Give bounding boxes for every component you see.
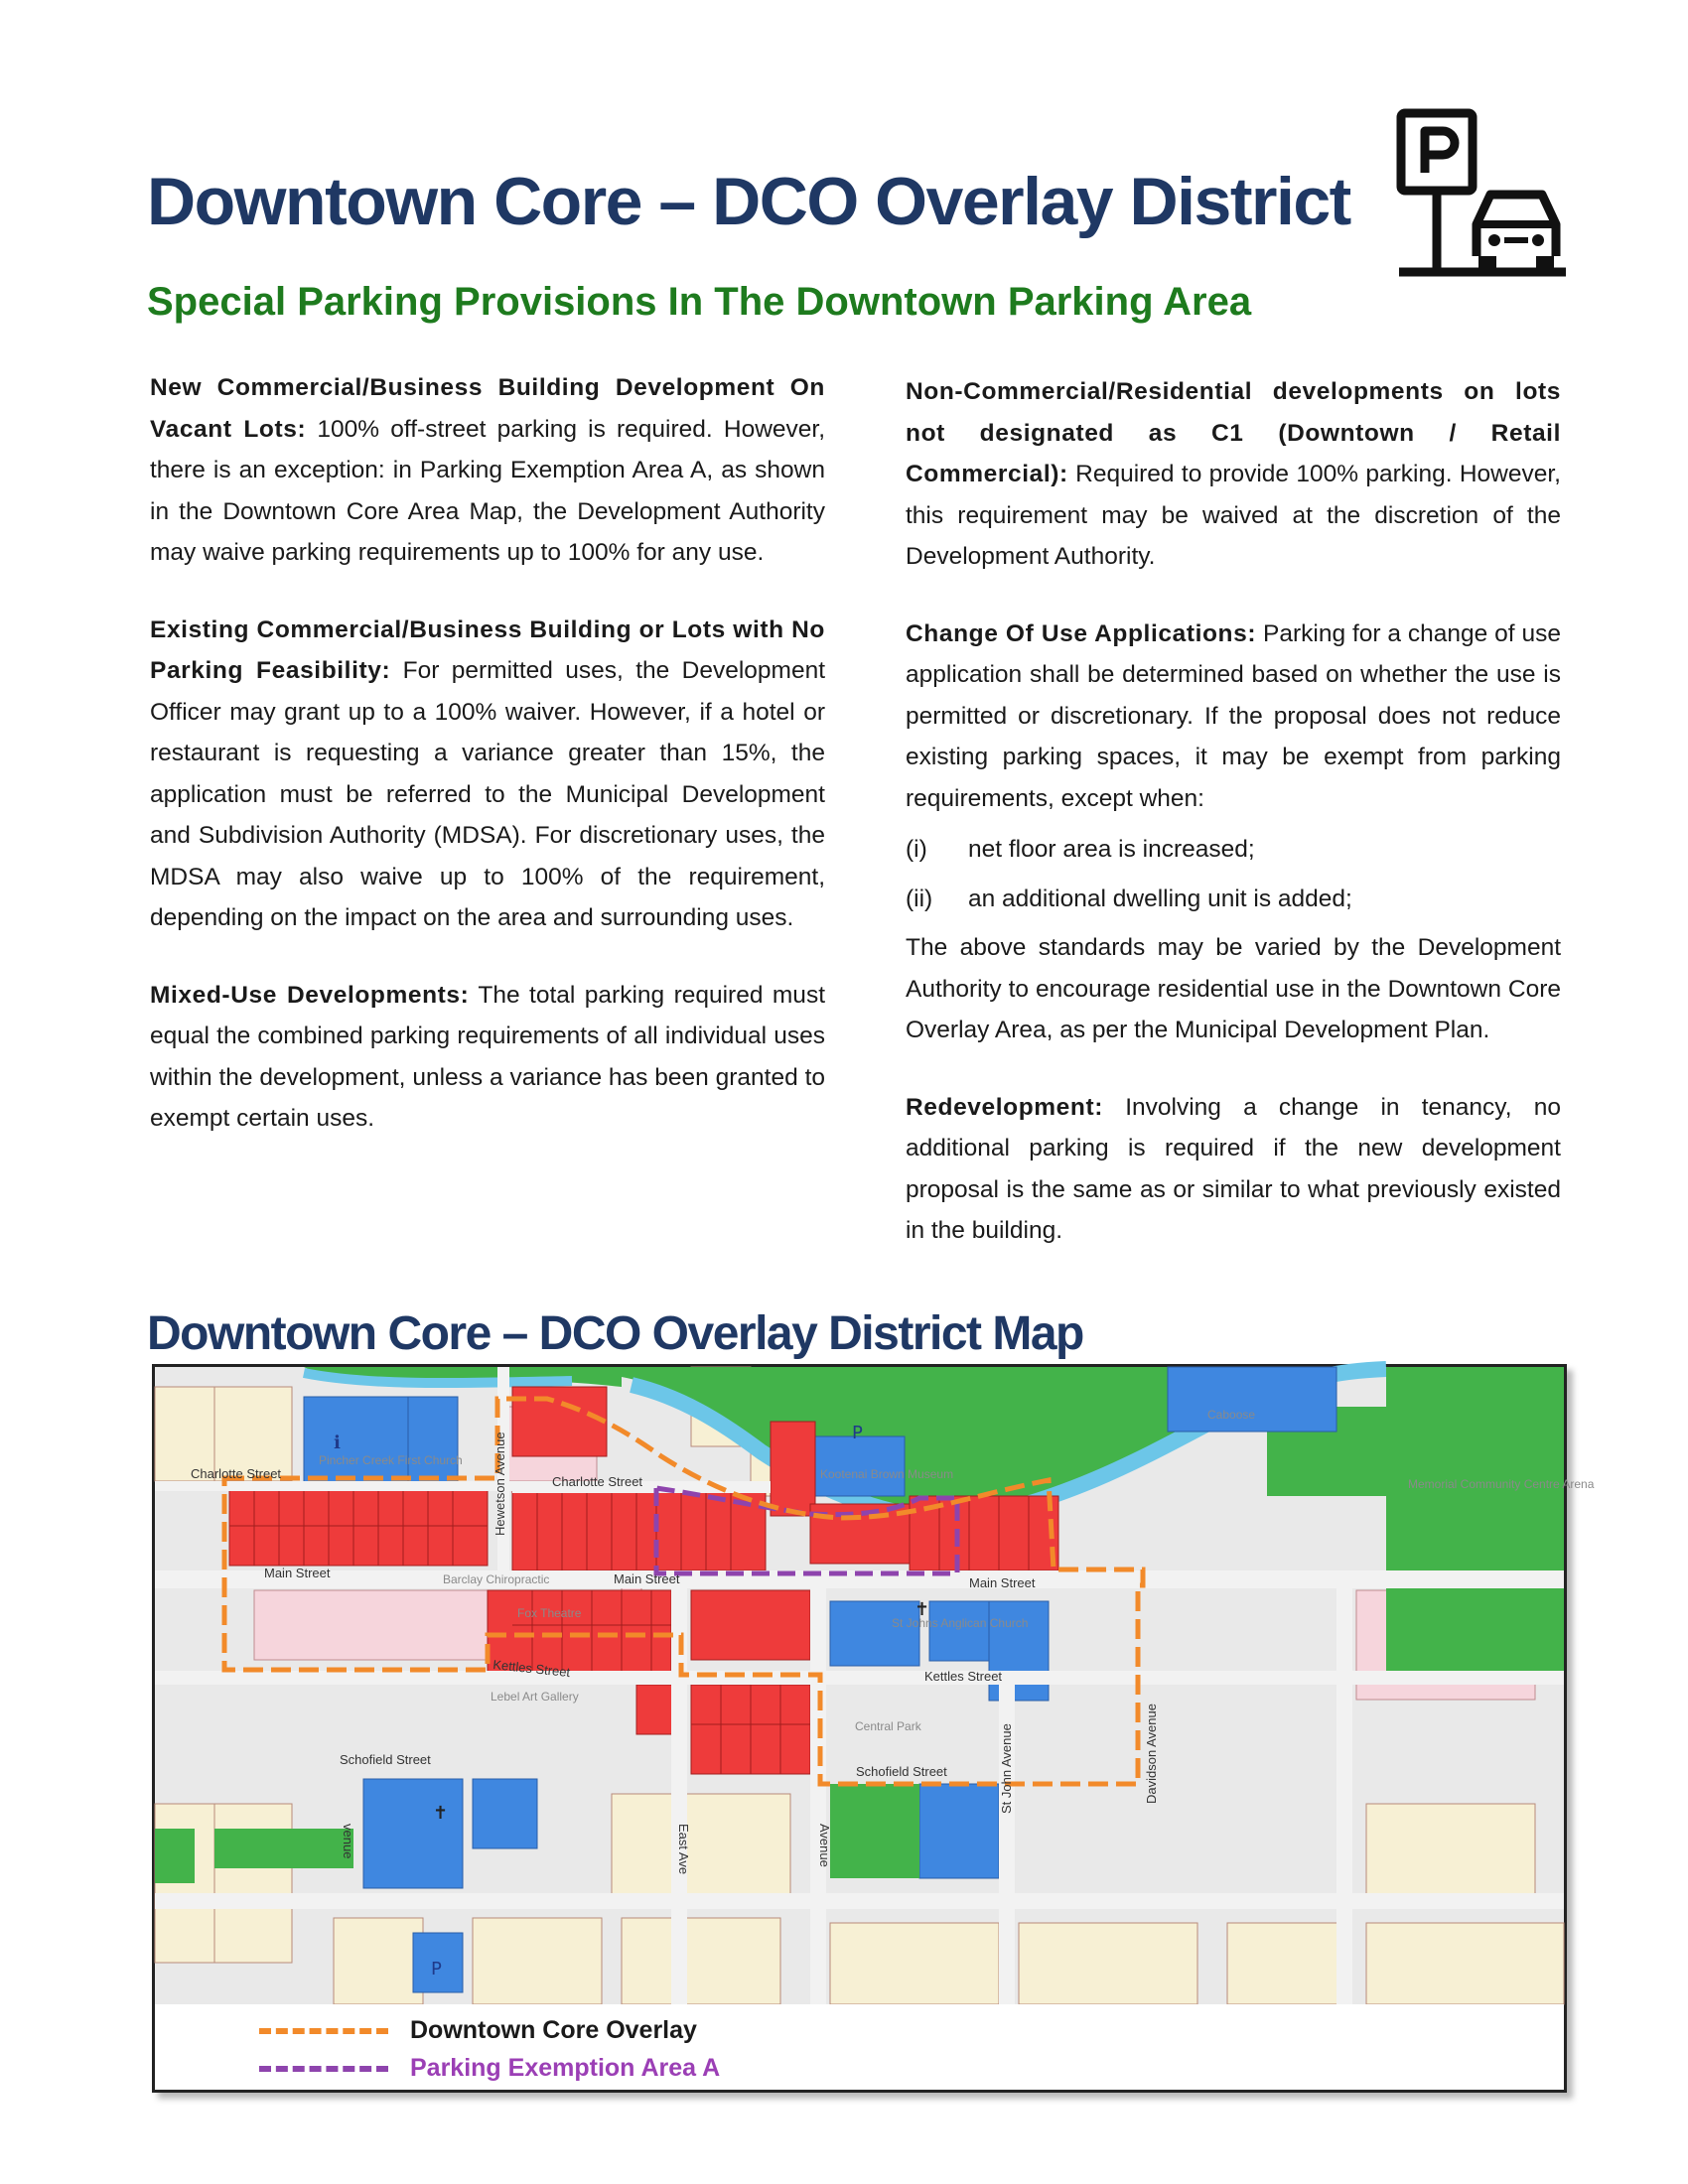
street-label-schofield-west: Schofield Street <box>340 1752 431 1767</box>
street-label-main-east: Main Street <box>969 1575 1036 1590</box>
map-legend <box>155 2004 1564 2090</box>
text-standards: The above standards may be varied by the Development Authority to encourage residential use in the Downtown Core Overlay Area, as per the Municipal Development Plan. <box>906 934 1561 1043</box>
street-label-kettles-west: Kettles Street <box>492 1657 571 1681</box>
legend-exemption-label: Parking Exemption Area A <box>410 2054 721 2082</box>
list-item-text: an additional dwelling unit is added; <box>968 885 1352 912</box>
text-redevelopment: Involving a change in tenancy, no additional parking is required if the new development proposal is the same as or similar to what previously existed in the building. <box>906 1093 1561 1244</box>
heading-existing-commercial: Existing Commercial/Business Building or Lots with No Parking Feasibility: <box>150 615 825 684</box>
parking-map-icon: P <box>431 1959 442 1979</box>
paragraph-non-commercial <box>906 371 1561 578</box>
list-item-number: (ii) <box>906 885 933 912</box>
list-item-text: net floor area is increased; <box>968 836 1255 863</box>
map-title: Downtown Core – DCO Overlay District Map <box>147 1307 1083 1360</box>
paragraph-mixed-use <box>150 975 825 1140</box>
street-label-charlotte: Charlotte Street <box>552 1474 643 1489</box>
legend-overlay-label: Downtown Core Overlay <box>410 2016 697 2044</box>
map-canvas <box>155 1367 1595 2004</box>
place-label-central-park: Central Park <box>855 1719 921 1733</box>
parking-map-icon: P <box>852 1423 863 1443</box>
street-label-avenue-a: Avenue <box>817 1824 832 1867</box>
street-label-main-center: Main Street <box>614 1571 680 1586</box>
place-label-barclay: Barclay Chiropractic <box>443 1572 550 1586</box>
legend-exemption <box>259 2054 720 2083</box>
heading-non-commercial: Non-Commercial/Residential developments on lots not designated as C1 (Downtown / Retail Commercial): <box>906 378 1561 487</box>
parking-car-icon <box>1395 107 1569 281</box>
church-cross-icon: ✝ <box>914 1599 930 1620</box>
right-column <box>906 371 1561 1288</box>
paragraph-standards <box>906 927 1561 1051</box>
place-label-st-johns: St Johns Anglican Church <box>892 1616 1029 1630</box>
exception-list <box>906 829 1561 919</box>
street-label-avenue-b: venue <box>341 1824 355 1859</box>
place-label-caboose: Caboose <box>1207 1408 1256 1422</box>
left-column <box>150 367 825 1175</box>
heading-redevelopment: Redevelopment: <box>906 1093 1103 1121</box>
place-label-memorial: Memorial Community Centre Arena <box>1408 1477 1595 1491</box>
street-label-davidson: Davidson Avenue <box>1144 1704 1159 1804</box>
info-icon: ℹ <box>334 1433 341 1453</box>
street-label-east-ave: East Ave <box>676 1824 691 1875</box>
street-label-main-west: Main Street <box>264 1566 331 1580</box>
legend-overlay <box>259 2016 697 2045</box>
paragraph-existing-commercial <box>150 610 825 939</box>
heading-mixed-use: Mixed-Use Developments: <box>150 981 470 1009</box>
text-non-commercial: Required to provide 100% parking. However, this requirement may be waived at the discretion of the Development Authority. <box>906 461 1561 570</box>
church-cross-icon: ✝ <box>433 1803 449 1824</box>
legend-exemption-swatch <box>259 2066 388 2072</box>
text-new-commercial: 100% off-street parking is required. However, there is an exception: in Parking Exemption Area A, as shown in the Downtown Core Area Map, the Development Authority may waive parking requirements up to 100% for any use. <box>150 415 825 566</box>
text-change-of-use: Parking for a change of use application shall be determined based on whether the use is permitted or discretionary. If the proposal does not reduce existing parking spaces, it may be exempt from parking requirements, except when: <box>906 619 1561 812</box>
place-label-lebel: Lebel Art Gallery <box>491 1690 579 1704</box>
text-existing-commercial: For permitted uses, the Development Officer may grant up to a 100% waiver. However, if a hotel or restaurant is requesting a variance greater than 15%, the application must be referred to the Municipal Development and Subdivision Authority (MDSA). For discretionary uses, the MDSA may also waive up to 100% of the requirement, depending on the impact on the area and surrounding uses. <box>150 657 826 931</box>
list-item-number: (i) <box>906 836 927 863</box>
street-label-hewetson: Hewetson Avenue <box>492 1432 507 1536</box>
place-label-church: Pincher Creek First Church <box>319 1453 463 1467</box>
paragraph-redevelopment <box>906 1087 1561 1252</box>
paragraph-change-of-use <box>906 614 1561 820</box>
place-label-fox: Fox Theatre <box>517 1606 582 1620</box>
text-mixed-use: The total parking required must equal the combined parking requirements of all individual uses within the development, unless a variance has been granted to exempt certain uses. <box>150 981 825 1132</box>
list-item <box>906 829 1561 871</box>
heading-new-commercial: New Commercial/Business Building Development On Vacant Lots: <box>150 374 825 443</box>
street-label-kettles-east: Kettles Street <box>924 1669 1003 1684</box>
page-subtitle: Special Parking Provisions In The Downtown Parking Area <box>147 280 1252 324</box>
legend-overlay-swatch <box>259 2028 388 2034</box>
heading-change-of-use: Change Of Use Applications: <box>906 619 1257 647</box>
page-title: Downtown Core – DCO Overlay District <box>147 164 1350 239</box>
street-label-charlotte-west: Charlotte Street <box>191 1466 282 1481</box>
street-label-st-john: St John Avenue <box>999 1723 1014 1814</box>
district-map <box>152 1364 1595 2093</box>
street-label-schofield-east: Schofield Street <box>856 1764 947 1779</box>
paragraph-new-commercial <box>150 367 825 574</box>
list-item <box>906 879 1561 920</box>
place-label-museum: Kootenai Brown Museum <box>820 1467 954 1481</box>
